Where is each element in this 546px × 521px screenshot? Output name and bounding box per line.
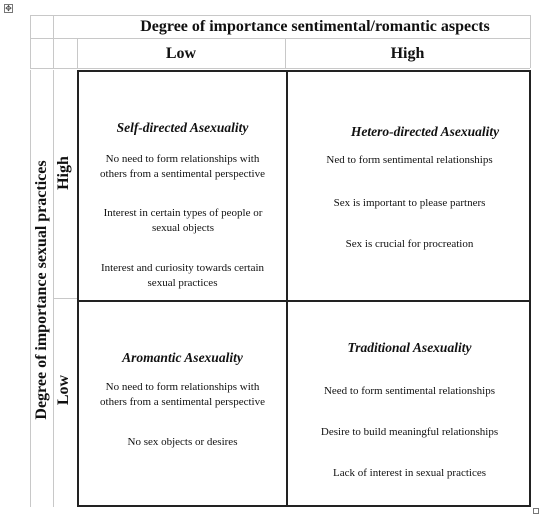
quadrant-item: Interest in certain types of people or sexual objects xyxy=(103,207,263,234)
quadrant-item: Desire to build meaningful relationships xyxy=(320,426,499,438)
quadrant-item: Ned to form sentimental relationships xyxy=(326,154,493,166)
grid-line-axis-left xyxy=(30,70,31,507)
quadrant-title-hetero-directed: Hetero-directed Asexuality xyxy=(350,124,500,139)
column-header-low: Low xyxy=(165,45,197,62)
quadrant-title-traditional: Traditional Asexuality xyxy=(347,340,472,355)
quadrant-item: Sex is crucial for procreation xyxy=(345,238,474,250)
grid-line-left-2 xyxy=(53,15,54,68)
table-move-anchor-icon[interactable]: ✥ xyxy=(5,4,12,13)
quadrant-item: Lack of interest in sexual practices xyxy=(332,467,487,479)
quadrant-item: Sex is important to please partners xyxy=(333,197,486,209)
matrix-vertical-divider xyxy=(286,72,288,505)
quadrant-title-aromantic: Aromantic Asexuality xyxy=(122,350,243,365)
quadrant-title-self-directed: Self-directed Asexuality xyxy=(116,120,249,135)
grid-line-title-bottom xyxy=(30,38,530,39)
quadrant-item: Interest and curiosity towards certain sexual practices xyxy=(100,262,265,289)
quadrant-item: No need to form relationships with others from a sentimental perspective xyxy=(100,381,265,408)
grid-line-left xyxy=(30,15,31,68)
table-resize-handle-icon[interactable] xyxy=(533,508,539,514)
quadrant-item: No need to form relationships with others from a sentimental perspective xyxy=(100,153,265,180)
quadrant-item: No sex objects or desires xyxy=(127,436,238,448)
column-header-high: High xyxy=(390,45,425,62)
grid-line-top xyxy=(30,15,530,16)
grid-line-right xyxy=(530,15,531,68)
table-title: Degree of importance sentimental/romantic aspects xyxy=(140,18,490,35)
quadrant-matrix xyxy=(77,70,531,507)
matrix-horizontal-divider xyxy=(79,300,529,302)
grid-line-axis-mid xyxy=(53,70,54,507)
row-header-high: High xyxy=(55,156,72,190)
grid-line-header-bottom xyxy=(30,68,530,69)
row-axis-label: Degree of importance sexual practices xyxy=(33,160,50,420)
quadrant-item: Need to form sentimental relationships xyxy=(323,385,496,397)
grid-line-row-divider xyxy=(53,298,77,299)
row-header-low: Low xyxy=(55,374,72,406)
